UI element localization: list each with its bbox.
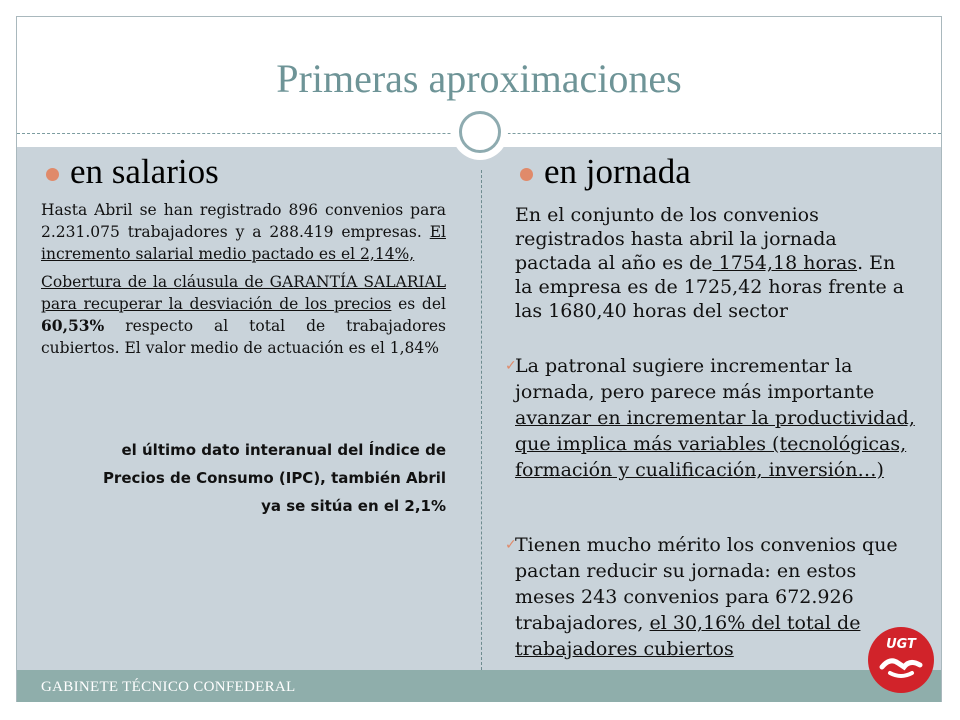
highlight-line-1: el último dato interanual del Índice de bbox=[121, 441, 446, 459]
left-p1-text: Hasta Abril se han registrado 896 convenios para 2.231.075 trabajadores y a 288.419 empresas. bbox=[41, 201, 446, 241]
left-p2-underlined: Cobertura de la cláusula de GARANTÍA SALARIAL para recuperar la desviación de los precios bbox=[41, 273, 446, 313]
left-p2-end: respecto al total de trabajadores cubiertos. El valor medio de actuación es el 1,84% bbox=[41, 317, 446, 357]
footer-bar bbox=[17, 670, 941, 702]
right-paragraph-1 bbox=[515, 203, 915, 323]
left-heading: en salarios bbox=[70, 152, 219, 191]
checkmark-icon: ✓ bbox=[505, 537, 517, 553]
right-c1-start: La patronal sugiere incrementar la jornada, pero parece más importante bbox=[515, 355, 875, 403]
left-body bbox=[41, 199, 446, 365]
logo-text: UGT bbox=[886, 637, 916, 652]
left-p2-bold: 60,53% bbox=[41, 316, 105, 335]
right-c1-underlined: avanzar en incrementar la productividad, que implica más variables (tecnológicas, formación y cualificación, inversión…) bbox=[515, 407, 915, 481]
highlight-line-3: ya se sitúa en el 2,1% bbox=[261, 497, 446, 515]
left-p1-underlined: El incremento salarial medio pactado es el 2,14%, bbox=[41, 223, 446, 263]
left-p2-mid: es del bbox=[391, 295, 446, 313]
footer-text: GABINETE TÉCNICO CONFEDERAL bbox=[41, 679, 296, 695]
bullet-icon bbox=[520, 168, 533, 181]
circle-ornament bbox=[459, 111, 501, 153]
slide-title: Primeras aproximaciones bbox=[276, 56, 682, 101]
checkmark-icon: ✓ bbox=[505, 358, 517, 374]
ugt-logo bbox=[868, 627, 934, 693]
right-heading: en jornada bbox=[544, 152, 691, 191]
left-paragraph-2 bbox=[41, 271, 446, 359]
right-p1-end: . En la empresa es de 1725,42 horas frente a las 1680,40 horas del sector bbox=[515, 252, 905, 322]
column-divider bbox=[481, 170, 482, 670]
right-p1-underlined: 1754,18 horas bbox=[712, 252, 858, 274]
ipc-highlight bbox=[41, 436, 446, 520]
right-check-item-2 bbox=[505, 532, 915, 662]
right-check-item-1 bbox=[505, 353, 915, 483]
handshake-icon bbox=[868, 627, 934, 693]
bullet-icon bbox=[46, 168, 59, 181]
right-p1-start: En el conjunto de los convenios registrados hasta abril la jornada pactada al año es de bbox=[515, 204, 837, 274]
highlight-line-2: Precios de Consumo (IPC), también Abril bbox=[102, 469, 446, 487]
right-c2-underlined: el 30,16% del total de trabajadores cubiertos bbox=[515, 612, 861, 660]
left-paragraph-1 bbox=[41, 199, 446, 265]
right-c2-start: Tienen mucho mérito los convenios que pactan reducir su jornada: en estos meses 243 convenios para 672.926 trabajadores, bbox=[515, 534, 898, 634]
